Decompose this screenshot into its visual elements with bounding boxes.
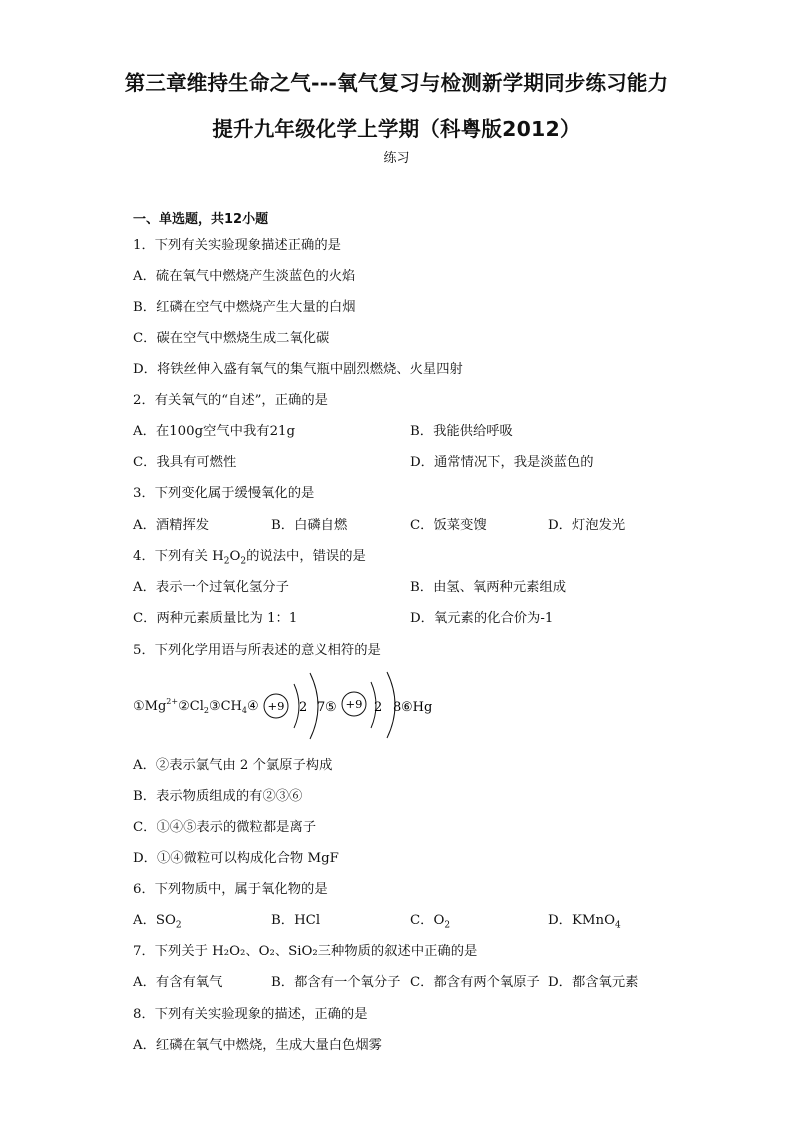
formula-item-1: $①Mg^{2+}②Cl_2③CH_4④$ bbox=[133, 697, 259, 715]
atom1-shell1: 2 bbox=[299, 700, 308, 715]
question-4-option-d: D．氧元素的化合价为-1 bbox=[410, 611, 554, 626]
atom1-shell2: 7 bbox=[317, 700, 326, 715]
question-5-option-a: A．②表示氯气由 2 个氯原子构成 bbox=[133, 758, 333, 773]
atom2-shell2: 8 bbox=[393, 700, 402, 715]
question-4-stem-sub2: 2 bbox=[240, 556, 247, 567]
section-heading: 一、单选题，共12小题 bbox=[133, 212, 269, 227]
question-7-option-d: D．都含氧元素 bbox=[548, 975, 639, 990]
question-6-option-b: B．HCl bbox=[271, 913, 321, 928]
page-title-line1: 第三章维持生命之气---氧气复习与检测新学期同步练习能力 bbox=[124, 71, 669, 95]
question-1-stem: 1．下列有关实验现象描述正确的是 bbox=[133, 238, 341, 253]
formula-item-6: ⑥Hg bbox=[401, 700, 433, 715]
question-4-stem-mid: O bbox=[229, 549, 241, 564]
question-1-option-b: B．红磷在空气中燃烧产生大量的白烟 bbox=[133, 300, 356, 315]
question-1-option-d: D．将铁丝伸入盛有氧气的集气瓶中剧烈燃烧、火星四射 bbox=[133, 362, 463, 377]
question-4-stem-post: 的说法中，错误的是 bbox=[246, 549, 366, 564]
question-4-stem-sub1: 2 bbox=[223, 556, 230, 567]
atom2-nucleus: +9 bbox=[345, 697, 363, 711]
fluorine-atom-diagram bbox=[264, 673, 325, 739]
question-3-option-c: C．饭菜变馊 bbox=[410, 518, 487, 533]
question-1-option-a: A．硫在氧气中燃烧产生淡蓝色的火焰 bbox=[133, 269, 356, 284]
question-8-option-a: A．红磷在氧气中燃烧，生成大量白色烟雾 bbox=[133, 1038, 382, 1053]
question-4-option-c: C．两种元素质量比为 1：1 bbox=[133, 611, 298, 626]
question-6-option-d: D．KMnO$_4$ bbox=[548, 913, 621, 931]
formula-item-5: ⑤ bbox=[325, 700, 337, 715]
question-3-option-d: D．灯泡发光 bbox=[548, 518, 626, 533]
question-7-stem: 7．下列关于 H₂O₂、O₂、SiO₂三种物质的叙述中正确的是 bbox=[133, 944, 478, 959]
question-8-stem: 8．下列有关实验现象的描述，正确的是 bbox=[133, 1007, 368, 1022]
question-1-option-c: C．碳在空气中燃烧生成二氧化碳 bbox=[133, 331, 330, 346]
question-4-stem bbox=[133, 545, 366, 567]
question-5-option-d: D．①④微粒可以构成化合物 MgF bbox=[133, 851, 339, 866]
question-5-option-b: B．表示物质组成的有②③⑥ bbox=[133, 789, 303, 804]
question-7-option-a: A．有含有氧气 bbox=[133, 975, 223, 990]
atom2-shell1: 2 bbox=[374, 700, 383, 715]
question-5-option-c: C．①④⑤表示的微粒都是离子 bbox=[133, 820, 317, 835]
question-3-stem: 3．下列变化属于缓慢氧化的是 bbox=[133, 486, 315, 501]
question-7-option-b: B．都含有一个氧分子 bbox=[271, 975, 401, 990]
question-4-option-a: A．表示一个过氧化氢分子 bbox=[133, 580, 289, 595]
question-6-stem: 6．下列物质中，属于氧化物的是 bbox=[133, 882, 328, 897]
question-3-option-a: A．酒精挥发 bbox=[133, 518, 210, 533]
question-6-option-c: C．$O_2$ bbox=[410, 913, 451, 931]
question-4-stem-pre: 4．下列有关 H bbox=[133, 549, 224, 564]
question-2-option-a: A．在100g空气中我有21g bbox=[133, 424, 296, 439]
question-3-option-b: B．白磷自燃 bbox=[271, 518, 348, 533]
question-5-stem: 5．下列化学用语与所表述的意义相符的是 bbox=[133, 643, 381, 658]
question-4-option-b: B．由氢、氧两种元素组成 bbox=[410, 580, 567, 595]
question-2-option-b: B．我能供给呼吸 bbox=[410, 424, 513, 439]
question-5-formula bbox=[133, 670, 463, 740]
question-2-stem: 2．有关氧气的“自述”，正确的是 bbox=[133, 393, 328, 408]
page-title-line2: 提升九年级化学上学期（科粤版2012） bbox=[212, 117, 581, 141]
question-2-option-d: D．通常情况下，我是淡蓝色的 bbox=[410, 455, 594, 470]
question-2-option-c: C．我具有可燃性 bbox=[133, 455, 237, 470]
question-6-option-a: A．$SO_2$ bbox=[133, 913, 182, 931]
question-7-option-c: C．都含有两个氧原子 bbox=[410, 975, 540, 990]
page-subtitle: 练习 bbox=[383, 151, 410, 166]
atom1-nucleus: +9 bbox=[267, 699, 285, 713]
fluoride-ion-diagram bbox=[342, 672, 401, 738]
